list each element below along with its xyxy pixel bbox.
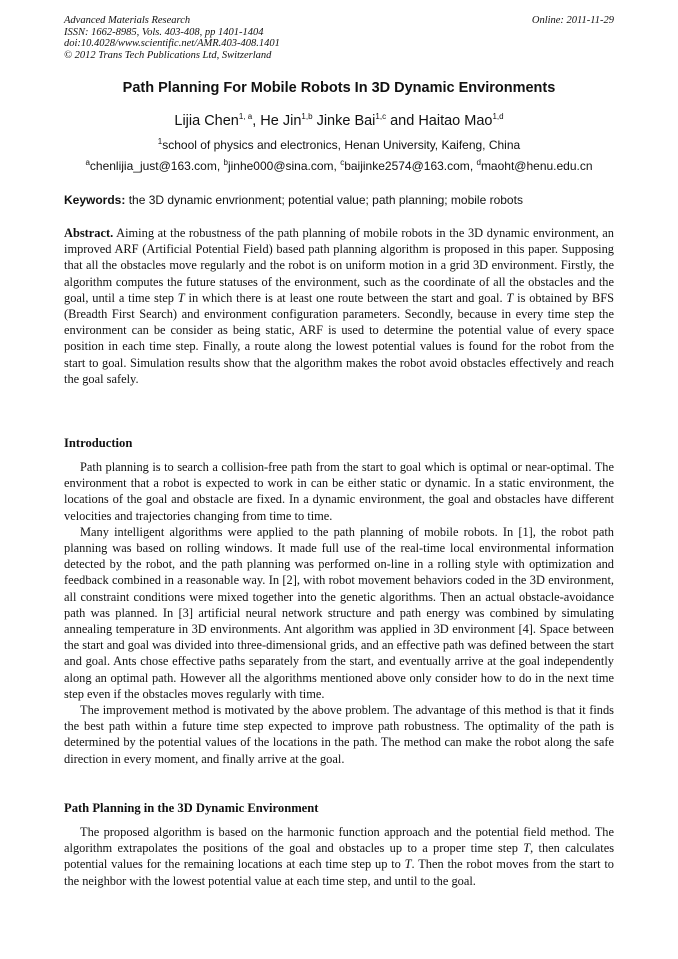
- introduction-body: [64, 459, 614, 767]
- paragraph: The improvement method is motivated by the above problem. The advantage of this method is that it finds the best path within a future time step expected to improve path robustness. The optimality of the path is determined by the potential values of the locations in the path. The method can make the robot along the safe direction in every moment, and finally arrive at the goal.: [64, 703, 614, 766]
- author-sup: 1,d: [492, 112, 504, 122]
- issn-line: ISSN: 1662-8985, Vols. 403-408, pp 1401-1404: [64, 26, 264, 38]
- author-name: Lijia Chen: [174, 113, 239, 129]
- email-address: baijinke2574@163.com: [344, 159, 470, 173]
- keywords-label: Keywords:: [64, 193, 126, 207]
- journal-name: Advanced Materials Research: [64, 15, 191, 26]
- section-body: [64, 824, 614, 889]
- author-name: He Jin: [260, 113, 302, 129]
- journal-header: [64, 15, 280, 61]
- author-name: Haitao Mao: [418, 113, 493, 129]
- doi-line: doi:10.4028/www.scientific.net/AMR.403-408.1401: [64, 38, 280, 49]
- email-address: jinhe000@sina.com: [227, 159, 334, 173]
- paragraph: The proposed algorithm is based on the harmonic function approach and the potential field method. The algorithm extrapolates the positions of the goal and obstacles up to a proper time step T, then calculates potential values for the remaining locations at each time step up to T. Then the robot moves from the start to the neighbor with the lowest potential value at each time step, and until to the goal.: [64, 825, 615, 888]
- keywords: [64, 193, 614, 207]
- paper-title: Path Planning For Mobile Robots In 3D Dynamic Environments: [122, 80, 556, 96]
- copyright-line: © 2012 Trans Tech Publications Ltd, Switzerland: [64, 49, 272, 61]
- author-name: Jinke Bai: [316, 113, 376, 129]
- keywords-text: the 3D dynamic envrionment; potential value; path planning; mobile robots: [128, 193, 523, 207]
- online-date: Online: 2011-11-29: [531, 15, 614, 26]
- introduction-heading: Introduction: [64, 436, 133, 450]
- email-address: maoht@henu.edu.cn: [480, 159, 593, 173]
- author-sup: 1,b: [301, 112, 313, 122]
- paragraph: Many intelligent algorithms were applied to the path planning of mobile robots. In [1], the robot path planning was based on rolling windows. It made full use of the real-time local environmental information detected by the robot, and the path planning was performed on-line in a rolling style with optimization and feedback combined in a reasonable way. In [2], with robot movement behaviors coded in the 3D environment, all constraint conditions were mixed together into the genetic algorithms. Then an actual obstacle-avoidance path was planned. In [3] artificial neural network structure and path energy was combined by simulating annealing temperature in 3D environments. Ant algorithm was applied in 3D environment [4]. Space between the start and goal was divided into three-dimensional grids, and an effective path was defined between the start and goal. Ants chose effective paths separately from the start, and eventually arrive at the goal independently along an optimal path. However all the algorithms mentioned above only consider how to do in the next time step even if the obstacles moves regularly with time.: [64, 524, 614, 701]
- affiliation: $^1$school of physics and electronics, Henan University, Kaifeng, China: [157, 137, 521, 152]
- abstract: Abstract. Aiming at the robustness of the path planning of mobile robots in the 3D dynamic environment, an improved ARF (Artificial Potential Field) based path planning algorithm is proposed in this paper. Supposing that all the obstacles move regularly and the robot is on uniform motion in a grid 3D environment. Firstly, the algorithm computes the future statuses of the environment, such as the coordinate of all the obstacles and the goal, until a time step T in which there is at least one route between the start and goal. T is obtained by BFS (Breadth First Search) and environment configuration parameters. Secondly, because in every time step the environment can be consider as being static, ARF is used to determine the potential value of every space position in each time step. Finally, a route along the lowest potential values is found for the robot from the start to goal. Simulation results show that the algorithm makes the robot avoid obstacles effectively and reach the goal safely.: [64, 226, 615, 386]
- section-heading: Path Planning in the 3D Dynamic Environment: [64, 801, 319, 815]
- author-sup: 1,c: [375, 112, 387, 122]
- paragraph: Path planning is to search a collision-free path from the start to goal which is optimal or near-optimal. The environment that a robot is expected to work in can be either static or dynamic. In a static environment, the locations of the goal and obstacle are fixed. In a dynamic environment, the goal and obstacles have different velocities and trajectories changing from time to time.: [64, 460, 614, 523]
- email-address: chenlijia_just@163.com: [89, 159, 217, 173]
- author-list: Lijia Chen$^{1, a}$, He Jin$^{1,b}$ Jinke Bai$^{1,c}$ and Haitao Mao$^{1,d}$: [174, 112, 504, 129]
- email-list: $^a$chenlijia_just@163.com, $^b$jinhe000@sina.com, $^c$baijinke2574@163.com, $^d$maoht@henu.edu.cn: [85, 158, 593, 173]
- author-sup: 1, a: [238, 112, 253, 122]
- abstract-label: Abstract.: [64, 226, 114, 240]
